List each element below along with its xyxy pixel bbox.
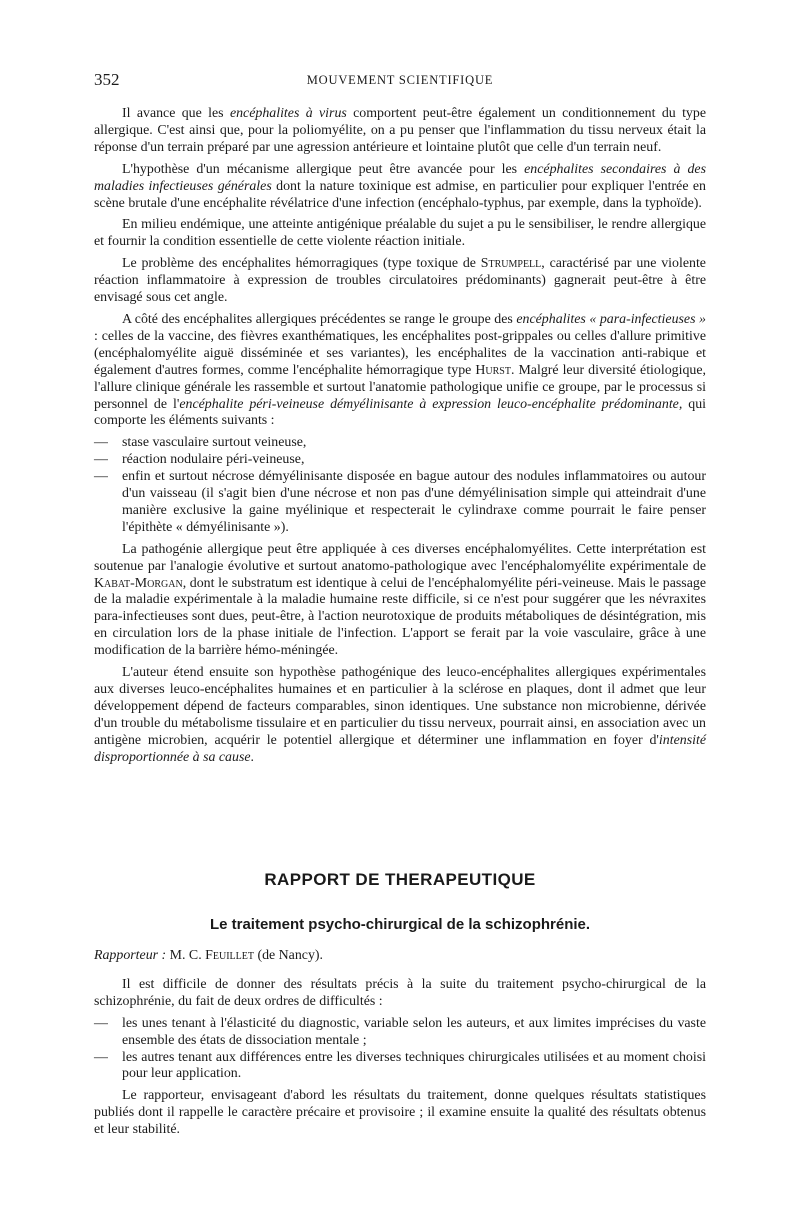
list-item: — stase vasculaire surtout veineuse, <box>94 435 706 452</box>
author-name: Strumpell <box>480 256 542 272</box>
author-name: Kabat-Morgan <box>94 575 183 591</box>
paragraph: L'hypothèse d'un mécanisme allergique peut être avancée pour les encéphalites secondaires à des maladies infectieuses générales dont la nature toxinique est admise, en particulier pour expliquer l'entrée en scène brutale d'une encéphalite révélatrice d'une infection (encéphalo-typhus, par exemple, dans la typhoïde). <box>94 161 706 211</box>
paragraph: A côté des encéphalites allergiques précédentes se range le groupe des encéphalites « para-infectieuses » : celles de la vaccine, des fièvres exanthématiques, les encéphalites post-grippales ou celles d'allure primitive (encéphalomyélite aiguë disséminée et ses variantes), les encéphalites de la vaccination anti-rabique et également d'autres formes, comme l'encéphalite hémorragique type Hurst. Malgré leur diversité étiologique, l'allure clinique générale les rassemble et surtout l'anatomie pathologique unifie ce groupe, par le processus si personnel de l'encéphalite péri-veineuse démyélinisante à expression leuco-encéphalite prédominante, qui comporte les éléments suivants : <box>94 311 707 429</box>
subsection-title: Le traitement psycho-chirurgical de la schizophrénie. <box>209 916 591 933</box>
list-item: — les unes tenant à l'élasticité du diagnostic, variable selon les auteurs, et aux limites imprécises du vaste ensemble des états de dissociation mentale ; <box>94 1016 706 1050</box>
report-body <box>94 948 706 1144</box>
elements-list <box>94 435 706 536</box>
page-number: 352 <box>94 70 120 89</box>
paragraph: L'auteur étend ensuite son hypothèse pathogénique des leuco-encéphalites allergiques expérimentales aux diverses leuco-encéphalites humaines et en particulier à la sclérose en plaques, dont il admet que leur développement dépend de facteurs comparables, sinon identiques. Une substance non microbienne, dérivée d'un trouble du métabolisme tissulaire et en particulier du tissu nerveux, pourrait ainsi, en association avec un antigène microbien, acquérir le potentiel allergique et déterminer une inflammation en foyer d'intensité disproportionnée à sa cause. <box>94 665 706 765</box>
running-title: MOUVEMENT SCIENTIFIQUE <box>306 73 494 87</box>
page-header <box>94 70 706 94</box>
paragraph: Le problème des encéphalites hémorragiques (type toxique de Strumpell, caractérisé par une violente réaction inflammatoire à expression de troubles circulatoires prédominants) gagnerait peut-être à être envisagé sous cet angle. <box>94 256 706 306</box>
rapporteur-label: Rapporteur : <box>94 948 167 963</box>
paragraph: Il avance que les encéphalites à virus comportent peut-être également un conditionnement du type allergique. C'est ainsi que, pour la poliomyélite, on a pu penser que l'inflammation du tissu nerveux était la réponse d'un terrain préparé par une agression antérieure et lointaine plutôt que celle d'un terrain neuf. <box>94 106 706 155</box>
paragraph: La pathogénie allergique peut être appliquée à ces diverses encéphalomyélites. Cette interprétation est soutenue par l'analogie évolutive et surtout anatomo-pathologique avec l'encéphalomyélite expérimentale de Kabat-Morgan, dont le substratum est identique à celui de l'encéphalomyélite péri-veineuse. Mais le passage de la maladie expérimentale à la maladie humaine reste difficile, si ce n'est pour suggérer que les névraxites para-infectieuses sont dues, peut-être, à l'action neurotoxique de produits métaboliques de désintégration, mis en circulation lors de la phase initiale de l'infection. L'apport se ferait par la voie vasculaire, grâce à une modification de la barrière hémo-méningée. <box>94 541 706 659</box>
article-body <box>94 106 706 772</box>
author-name: Hurst <box>475 362 511 378</box>
list-item: — les autres tenant aux différences entre les diverses techniques chirurgicales utilisées et au moment choisi pour leur application. <box>94 1050 706 1084</box>
author-name: Feuillet <box>205 948 254 963</box>
list-item: — réaction nodulaire péri-veineuse, <box>94 452 706 469</box>
paragraph: Il est difficile de donner des résultats précis à la suite du traitement psycho-chirurgical de la schizophrénie, du fait de deux ordres de difficultés : <box>94 976 706 1009</box>
difficulties-list <box>94 1016 706 1084</box>
paragraph: Le rapporteur, envisageant d'abord les résultats du traitement, donne quelques résultats statistiques publiés dont il rappelle le caractère précaire et provisoire ; il examine ensuite la qualité des résultats obtenus et leur stabilité. <box>94 1088 706 1138</box>
section-title: RAPPORT DE THERAPEUTIQUE <box>264 870 536 889</box>
paragraph: En milieu endémique, une atteinte antigénique préalable du sujet a pu le sensibiliser, le rendre allergique et fournir la condition essentielle de cette violente réaction initiale. <box>94 217 706 250</box>
list-item: — enfin et surtout nécrose démyélinisante disposée en bague autour des nodules inflammatoires ou autour d'un vaisseau (il s'agit bien d'une nécrose et non pas d'une démyélinisation simple qui atteindrait d'une manière exclusive la gaine myélinique et respecterait le cylindraxe comme pourrait le faire penser l'épithète « démyélinisante »). <box>94 469 706 537</box>
rapporteur-line: Rapporteur : M. C. Feuillet (de Nancy). <box>94 948 324 963</box>
